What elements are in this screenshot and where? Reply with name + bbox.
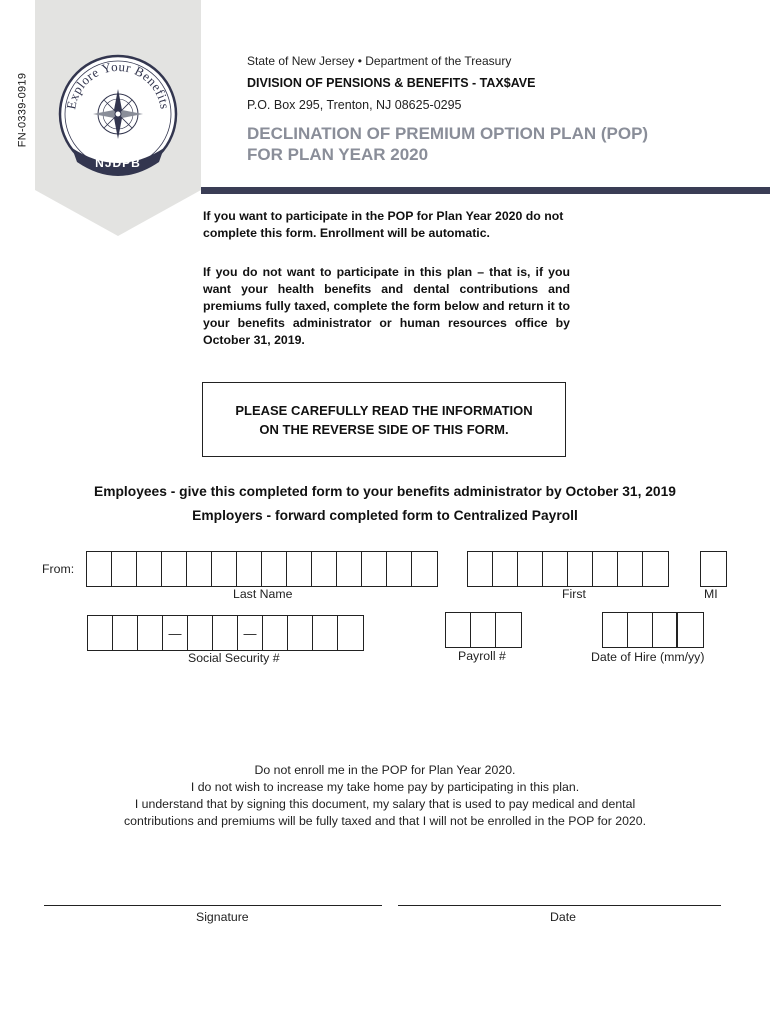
ssn-char-box[interactable] [88, 616, 113, 650]
last-name-char-box[interactable] [412, 552, 437, 586]
date-of-hire-field[interactable] [602, 612, 704, 648]
ssn-char-box[interactable] [288, 616, 313, 650]
last-name-char-box[interactable] [137, 552, 162, 586]
first-name-char-box[interactable] [618, 552, 643, 586]
agency-name: State of New Jersey • Department of the Treasury [247, 54, 512, 68]
first-name-field[interactable] [467, 551, 669, 587]
date-of-hire-char-box[interactable] [653, 613, 678, 647]
notice-line-2: ON THE REVERSE SIDE OF THIS FORM. [259, 421, 509, 437]
logo-arc-text: Explore Your Benefits [63, 58, 173, 111]
decline-instructions: If you do not want to participate in this plan – that is, if you want your health benefits and dental contributions and premiums fully taxed, complete the form below and return it to your benefits administrator or human resources office by October 31, 2019. [203, 265, 570, 347]
date-of-hire-char-box[interactable] [603, 613, 628, 647]
last-name-char-box[interactable] [312, 552, 337, 586]
date-line[interactable] [398, 905, 721, 906]
date-of-hire-label: Date of Hire (mm/yy) [591, 650, 705, 664]
division-name: DIVISION OF PENSIONS & BENEFITS - TAX$AVE [247, 76, 536, 90]
employee-instruction: Employees - give this completed form to your benefits administrator by October 31, 2019 [94, 484, 676, 499]
notice-line-1: PLEASE CAREFULLY READ THE INFORMATION [235, 402, 533, 418]
declination-statement [0, 762, 770, 830]
ssn-char-box[interactable] [188, 616, 213, 650]
last-name-char-box[interactable] [337, 552, 362, 586]
last-name-char-box[interactable] [187, 552, 212, 586]
date-of-hire-char-box[interactable] [628, 613, 653, 647]
payroll-char-box[interactable] [446, 613, 471, 647]
first-name-char-box[interactable] [493, 552, 518, 586]
page-title [247, 123, 648, 165]
notice-box [202, 382, 566, 457]
last-name-char-box[interactable] [162, 552, 187, 586]
payroll-char-box[interactable] [471, 613, 496, 647]
signature-line[interactable] [44, 905, 382, 906]
ssn-char-box[interactable] [338, 616, 363, 650]
middle-initial-field[interactable] [700, 551, 727, 587]
statement-line: Do not enroll me in the POP for Plan Year 2020. [254, 763, 516, 777]
first-name-label: First [562, 587, 586, 601]
social-security-label: Social Security # [188, 651, 280, 665]
employer-instruction: Employers - forward completed form to Centralized Payroll [192, 508, 578, 523]
mailing-address: P.O. Box 295, Trenton, NJ 08625-0295 [247, 98, 462, 112]
first-name-char-box[interactable] [643, 552, 668, 586]
first-name-char-box[interactable] [468, 552, 493, 586]
first-name-char-box[interactable] [568, 552, 593, 586]
payroll-char-box[interactable] [496, 613, 521, 647]
statement-line: contributions and premiums will be fully taxed and that I will not be enrolled in the POP for 2020. [124, 814, 646, 828]
last-name-char-box[interactable] [262, 552, 287, 586]
ssn-char-box[interactable] [213, 616, 238, 650]
payroll-number-label: Payroll # [458, 649, 506, 663]
last-name-char-box[interactable] [387, 552, 412, 586]
middle-initial-label: MI [704, 587, 718, 601]
title-line-2: FOR PLAN YEAR 2020 [247, 145, 429, 164]
ssn-separator: — [163, 616, 188, 650]
signature-label: Signature [196, 910, 249, 924]
ssn-char-box[interactable] [263, 616, 288, 650]
ssn-char-box[interactable] [113, 616, 138, 650]
middle-initial-char-box[interactable] [701, 552, 726, 586]
last-name-char-box[interactable] [112, 552, 137, 586]
last-name-char-box[interactable] [362, 552, 387, 586]
last-name-char-box[interactable] [287, 552, 312, 586]
first-name-char-box[interactable] [593, 552, 618, 586]
last-name-char-box[interactable] [212, 552, 237, 586]
ssn-separator: — [238, 616, 263, 650]
first-name-char-box[interactable] [543, 552, 568, 586]
header-ribbon [35, 0, 201, 236]
from-label: From: [42, 562, 75, 576]
social-security-field[interactable] [87, 615, 364, 651]
statement-line: I understand that by signing this document, my salary that is used to pay medical and dental [134, 797, 636, 811]
payroll-number-field[interactable] [445, 612, 522, 648]
date-label: Date [550, 910, 576, 924]
last-name-field[interactable] [86, 551, 438, 587]
njdpb-logo [60, 56, 176, 176]
date-of-hire-char-box[interactable] [678, 613, 703, 647]
logo-bottom-text: NJDPB [95, 156, 141, 170]
last-name-char-box[interactable] [87, 552, 112, 586]
form-code: FN-0339-0919 [16, 72, 28, 148]
header-bar [201, 187, 770, 194]
participation-note: If you want to participate in the POP for Plan Year 2020 do not complete this form. Enrollment will be automatic. [203, 209, 564, 240]
title-line-1: DECLINATION OF PREMIUM OPTION PLAN (POP) [247, 124, 649, 143]
last-name-label: Last Name [233, 587, 293, 601]
first-name-char-box[interactable] [518, 552, 543, 586]
last-name-char-box[interactable] [237, 552, 262, 586]
statement-line: I do not wish to increase my take home pay by participating in this plan. [190, 780, 580, 794]
ssn-char-box[interactable] [138, 616, 163, 650]
ssn-char-box[interactable] [313, 616, 338, 650]
